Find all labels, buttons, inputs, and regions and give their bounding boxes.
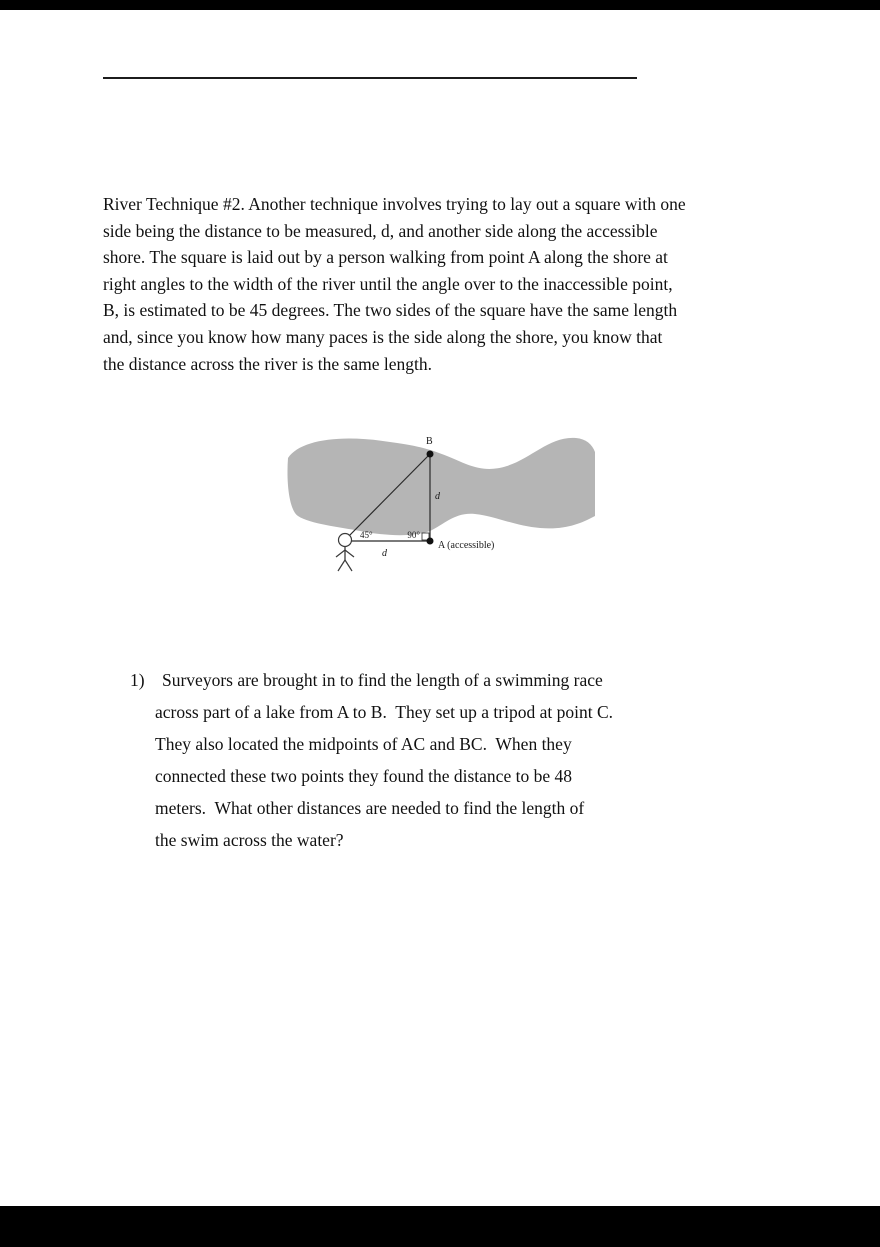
paragraph-line: right angles to the width of the river until the angle over to the inaccessible point, bbox=[103, 273, 673, 294]
header-rule bbox=[103, 77, 637, 79]
stick-figure-leg-left bbox=[338, 560, 345, 571]
question-line: Surveyors are brought in to find the length of a swimming race bbox=[162, 670, 603, 690]
question-line: meters. What other distances are needed to find the length of bbox=[155, 798, 585, 818]
paragraph-line: River Technique #2. Another technique involves trying to lay out a square with one bbox=[103, 194, 686, 214]
angle-45-label: 45° bbox=[360, 530, 373, 540]
point-b-label: B bbox=[426, 436, 433, 447]
stick-figure-leg-right bbox=[345, 560, 352, 571]
point-a-dot bbox=[427, 538, 434, 545]
stick-figure-arm-right bbox=[345, 550, 354, 557]
question-line: They also located the midpoints of AC and BC. When they bbox=[155, 734, 572, 754]
paragraph-line: B, is estimated to be 45 degrees. The two sides of the square have the same length bbox=[103, 300, 678, 321]
river-technique-paragraph bbox=[103, 191, 686, 377]
angle-90-label: 90° bbox=[407, 530, 420, 540]
paragraph-line: and, since you know how many paces is the side along the shore, you know that bbox=[103, 326, 663, 347]
top-black-bar bbox=[0, 0, 880, 10]
question-line: across part of a lake from A to B. They set up a tripod at point C. bbox=[155, 702, 613, 722]
question-text bbox=[155, 664, 613, 856]
stick-figure-arm-left bbox=[336, 550, 345, 557]
paragraph-line: shore. The square is laid out by a person walking from point A along the shore at bbox=[103, 247, 668, 268]
question-number: 1) bbox=[130, 670, 145, 690]
bottom-black-bar bbox=[0, 1206, 880, 1247]
stick-figure-head bbox=[339, 534, 352, 547]
d-vertical-label: d bbox=[435, 491, 440, 502]
d-horizontal-label: d bbox=[382, 548, 387, 559]
question-line: the swim across the water? bbox=[155, 830, 344, 850]
point-a-label: A (accessible) bbox=[438, 540, 495, 551]
paragraph-line: the distance across the river is the same length. bbox=[103, 353, 432, 374]
river-diagram bbox=[280, 428, 610, 580]
question-line: connected these two points they found the distance to be 48 bbox=[155, 766, 572, 786]
paragraph-line: side being the distance to be measured, d, and another side along the accessible bbox=[103, 220, 658, 241]
question-1 bbox=[130, 664, 613, 856]
river-shape bbox=[287, 438, 595, 535]
point-b-dot bbox=[427, 451, 434, 458]
